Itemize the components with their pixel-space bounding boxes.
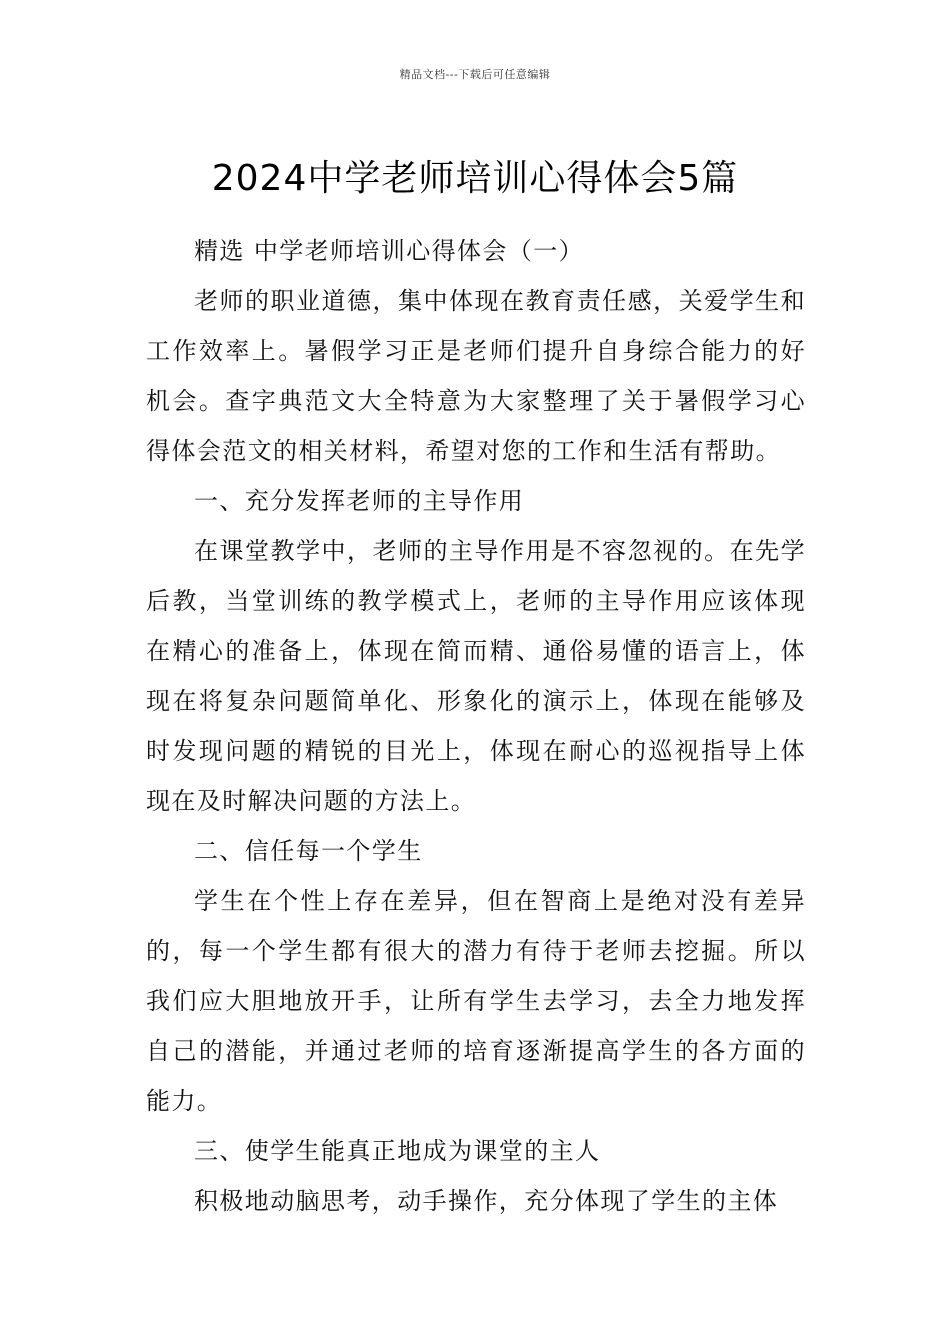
- section-heading: 二、信任每一个学生: [194, 837, 423, 865]
- header-note: 精品文档---下载后可任意编辑: [399, 68, 551, 81]
- document-title: 2024中学老师培训心得体会5篇: [211, 158, 739, 200]
- section-heading: 三、使学生能真正地成为课堂的主人: [194, 1137, 601, 1165]
- body-paragraph: 积极地动脑思考，动手操作，充分体现了学生的主体: [194, 1187, 779, 1215]
- body-paragraph: 在课堂教学中，老师的主导作用是不容忽视的。在先学后教，当堂训练的教学模式上，老师的主导作用应该体现在精心的准备上，体现在简而精、通俗易懂的语言上，体现在将复杂问题简单化、形象化的演示上，体现在能够及时发现问题的精锐的目光上，体现在耐心的巡视指导上体现在及时解决问题的方法上。: [146, 537, 806, 815]
- document-body: [146, 226, 806, 1226]
- body-paragraph: 学生在个性上存在差异，但在智商上是绝对没有差异的，每一个学生都有很大的潜力有待于老师去挖掘。所以我们应大胆地放开手，让所有学生去学习，去全力地发挥自己的潜能，并通过老师的培育逐渐提高学生的各方面的能力。: [146, 887, 806, 1115]
- section-heading: 精选 中学老师培训心得体会（一）: [194, 237, 585, 265]
- body-paragraph: 老师的职业道德，集中体现在教育责任感，关爱学生和工作效率上。暑假学习正是老师们提升自身综合能力的好机会。查字典范文大全特意为大家整理了关于暑假学习心得体会范文的相关材料，希望对您的工作和生活有帮助。: [146, 287, 806, 465]
- section-heading: 一、充分发挥老师的主导作用: [194, 487, 525, 515]
